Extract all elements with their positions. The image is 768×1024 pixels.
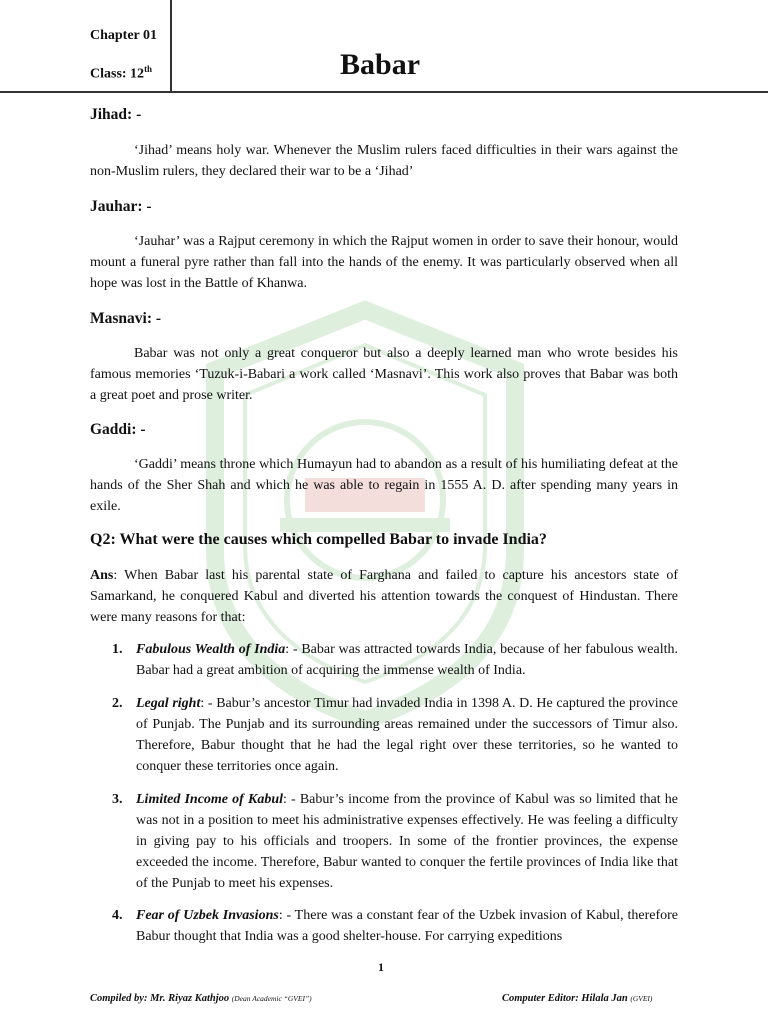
class-label-text: Class: 12 xyxy=(90,66,145,82)
list-item-term: Limited Income of Kabul xyxy=(136,792,283,807)
chapter-label: Chapter 01 xyxy=(90,28,158,43)
footer-compiled-by-name: Compiled by: Mr. Riyaz Kathjoo xyxy=(90,993,232,1004)
question-heading: Q2: What were the causes which compelled Babar to invade India? xyxy=(90,531,547,548)
list-item-text: : - Babar was attracted towards India, because of her fabulous wealth. Babar had a great ambition of acquiring the immense wealth of India. xyxy=(136,642,678,678)
answer-paragraph xyxy=(90,565,678,628)
list-item-text: : - Babur’s ancestor Timur had invaded India in 1398 A. D. He captured the province of Punjab. The Punjab and its surrounding areas remained under the successors of Timur also. Therefore, Babur thought that he had the legal right over these territories, so he wanted to conquer these territories once again. xyxy=(136,696,679,774)
section-heading-masnavi: Masnavi: - xyxy=(90,310,162,327)
list-item-term: Legal right xyxy=(136,696,201,711)
section-heading-gaddi: Gaddi: - xyxy=(90,421,146,438)
header-divider-horizontal xyxy=(0,91,768,93)
answer-text: : When Babar last his parental state of Farghana and failed to capture his ancestors state of Samarkand, he conquered Kabul and diverted his attention towards the conquest of Hindustan. There were many reasons for that: xyxy=(90,568,678,625)
list-item-number: 4. xyxy=(112,908,123,923)
list-item-number: 1. xyxy=(112,642,123,657)
section-heading-jauhar: Jauhar: - xyxy=(90,198,152,215)
section-body-masnavi: Babar was not only a great conqueror but also a deeply learned man who wrote besides his famous memories ‘Tuzuk-i-Babari a work called ‘Masnavi’. This work also proves that Babar was both a great poet and prose writer. xyxy=(90,346,678,403)
footer-editor-name: Computer Editor: Hilala Jan xyxy=(502,993,631,1004)
section-body-jihad: ‘Jihad’ means holy war. Whenever the Muslim rulers faced difficulties in their wars against the non-Muslim rulers, they declared their war to be a ‘Jihad’ xyxy=(90,143,678,179)
class-label-suffix: th xyxy=(144,64,153,74)
list-item-term: Fabulous Wealth of India xyxy=(136,642,286,657)
list-item xyxy=(112,789,678,894)
list-item-number: 2. xyxy=(112,696,123,711)
footer-compiled-by xyxy=(90,993,312,1004)
class-label xyxy=(90,64,152,83)
page-title: Babar xyxy=(340,48,421,81)
page-number: 1 xyxy=(378,960,384,974)
list-item xyxy=(112,693,678,777)
list-item xyxy=(112,639,678,681)
list-item-text: : - Babur’s income from the province of Kabul was so limited that he was not in a position to meet his administrative expenses effectively. He was feeling a difficulty in giving pay to his officials and troopers. In some of the frontier provinces, the expense exceeded the income. Therefore, Babur wanted to conquer the fertile provinces of India like that of the Punjab to meet his expenses. xyxy=(136,792,678,891)
section-heading-jihad: Jihad: - xyxy=(90,106,142,123)
list-item-term: Fear of Uzbek Invasions xyxy=(136,908,279,923)
footer-editor xyxy=(502,993,652,1004)
section-body-jauhar: ‘Jauhar’ was a Rajput ceremony in which the Rajput women in order to save their honour, would mount a funeral pyre rather than fall into the hands of the enemy. It was particularly observed when all hope was lost in the Battle of Khanwa. xyxy=(90,234,678,291)
list-item-number: 3. xyxy=(112,792,123,807)
section-body-gaddi: ‘Gaddi’ means throne which Humayun had to abandon as a result of his humiliating defeat at the hands of the Sher Shah and which he was able to regain in 1555 A. D. after spending many years in exile. xyxy=(90,457,678,514)
header-divider-vertical xyxy=(170,0,172,92)
footer-compiled-by-role: (Dean Academic “GVEI”) xyxy=(231,994,312,1003)
list-item xyxy=(112,905,678,947)
footer-editor-org: (GVEI) xyxy=(630,994,653,1003)
list-item-text: : - There was a constant fear of the Uzbek invasion of Kabul, therefore Babur thought that India was a good shelter-house. For carrying expeditions xyxy=(136,908,678,944)
answer-label: Ans xyxy=(90,568,114,583)
